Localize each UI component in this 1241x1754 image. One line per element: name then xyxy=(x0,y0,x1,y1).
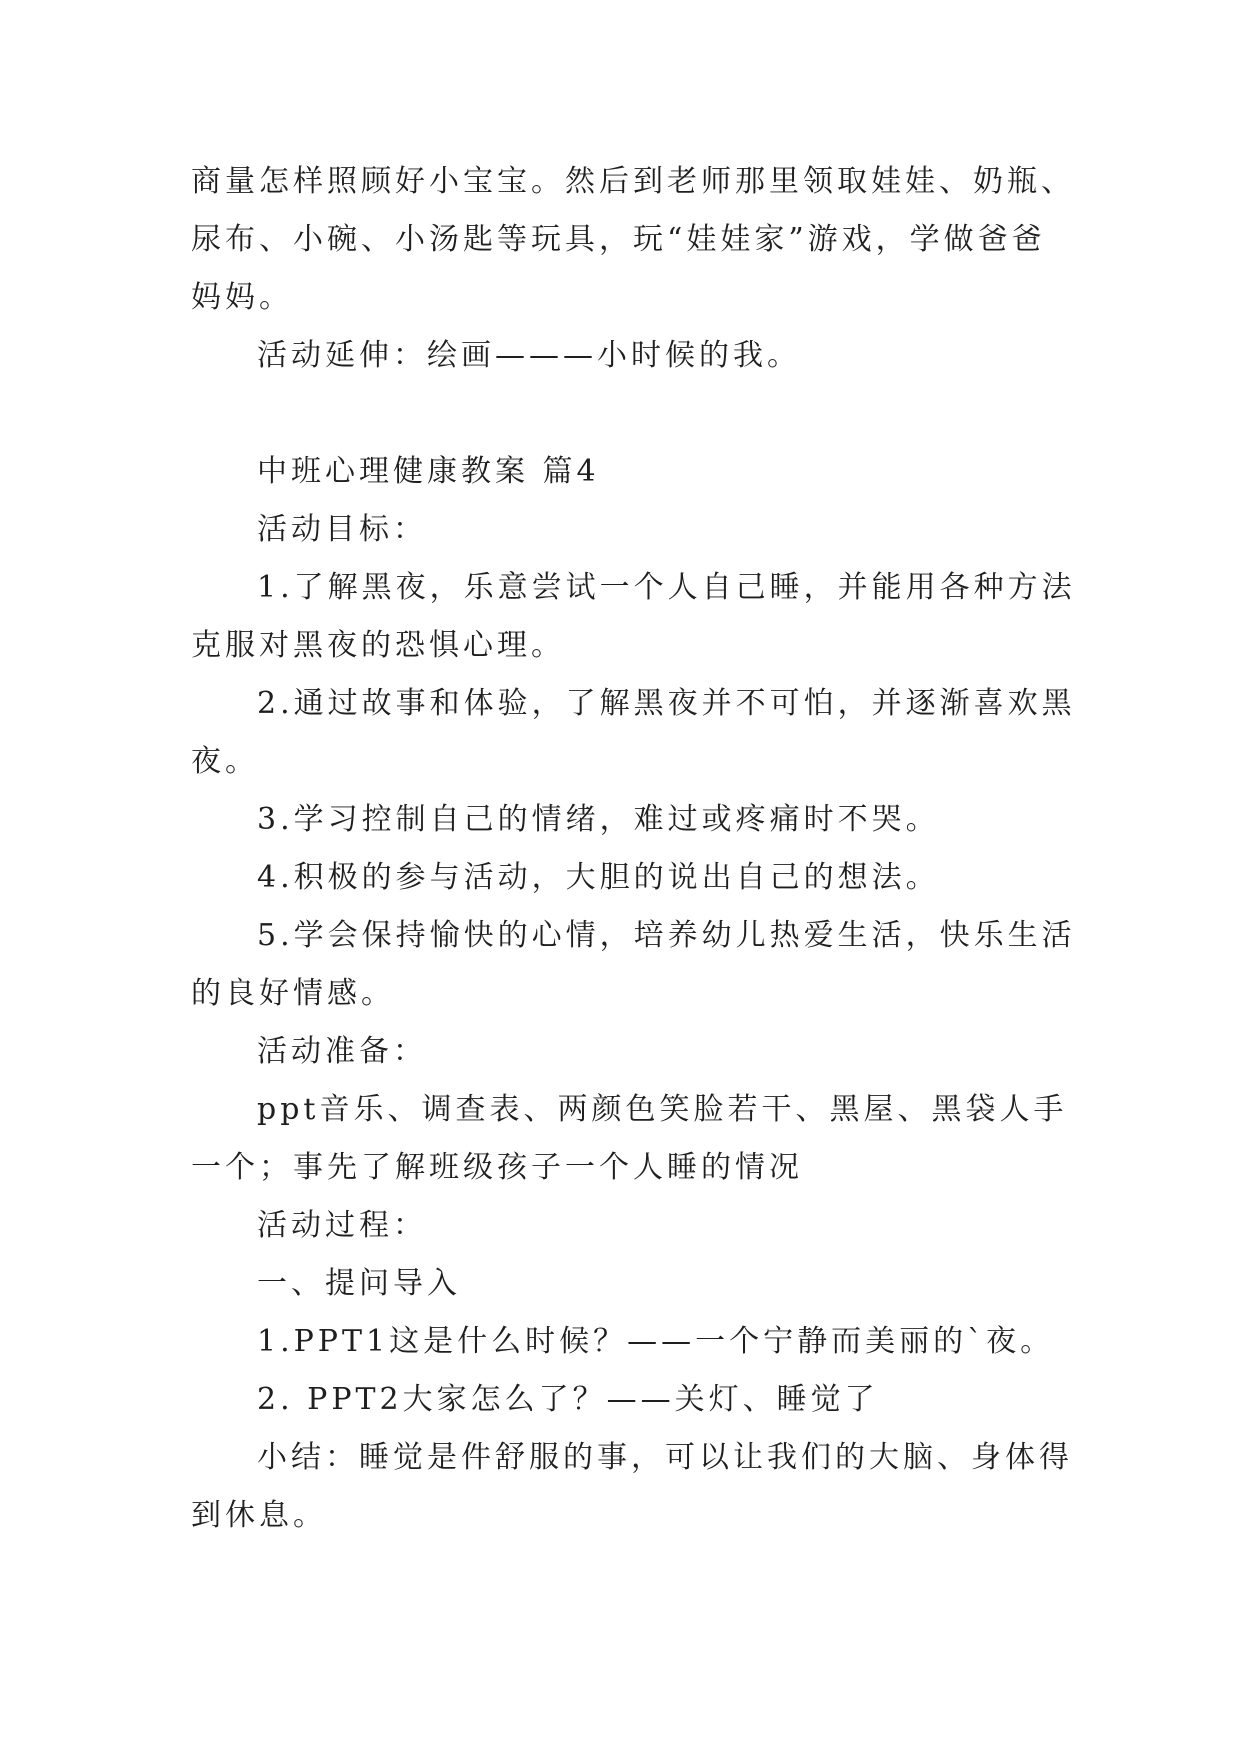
step-line: 2. PPT2大家怎么了？——关灯、睡觉了 xyxy=(257,1382,879,1417)
paragraph-line: 尿布、小碗、小汤匙等玩具，玩“娃娃家”游戏，学做爸爸 xyxy=(191,222,1046,257)
prep-line: 一个；事先了解班级孩子一个人睡的情况 xyxy=(191,1150,803,1185)
paragraph-line: 妈妈。 xyxy=(191,280,293,315)
goal-line: 夜。 xyxy=(191,744,259,779)
goal-line: 2.通过故事和体验，了解黑夜并不可怕，并逐渐喜欢黑 xyxy=(257,686,1076,721)
goal-line: 5.学会保持愉快的心情，培养幼儿热爱生活，快乐生活 xyxy=(257,918,1076,953)
step-line: 1.PPT1这是什么时候？——一个宁静而美丽的`夜。 xyxy=(257,1324,1055,1359)
summary-line: 小结：睡觉是件舒服的事，可以让我们的大脑、身体得 xyxy=(257,1440,1073,1475)
goals-title: 活动目标： xyxy=(257,512,427,547)
goal-line: 的良好情感。 xyxy=(191,976,395,1011)
goal-line: 4.积极的参与活动，大胆的说出自己的想法。 xyxy=(257,860,940,895)
goal-line: 克服对黑夜的恐惧心理。 xyxy=(191,628,565,663)
step-title: 一、提问导入 xyxy=(257,1266,461,1301)
summary-line: 到休息。 xyxy=(191,1498,327,1533)
process-title: 活动过程： xyxy=(257,1208,427,1243)
goal-line: 1.了解黑夜，乐意尝试一个人自己睡，并能用各种方法 xyxy=(257,570,1076,605)
prep-title: 活动准备： xyxy=(257,1034,427,1069)
goal-line: 3.学习控制自己的情绪，难过或疼痛时不哭。 xyxy=(257,802,940,837)
section-heading: 中班心理健康教案 篇4 xyxy=(257,454,600,489)
activity-extension: 活动延伸：绘画———小时候的我。 xyxy=(257,338,801,373)
prep-line: ppt音乐、调查表、两颜色笑脸若干、黑屋、黑袋人手 xyxy=(257,1092,1068,1127)
paragraph-line: 商量怎样照顾好小宝宝。然后到老师那里领取娃娃、奶瓶、 xyxy=(191,164,1075,199)
